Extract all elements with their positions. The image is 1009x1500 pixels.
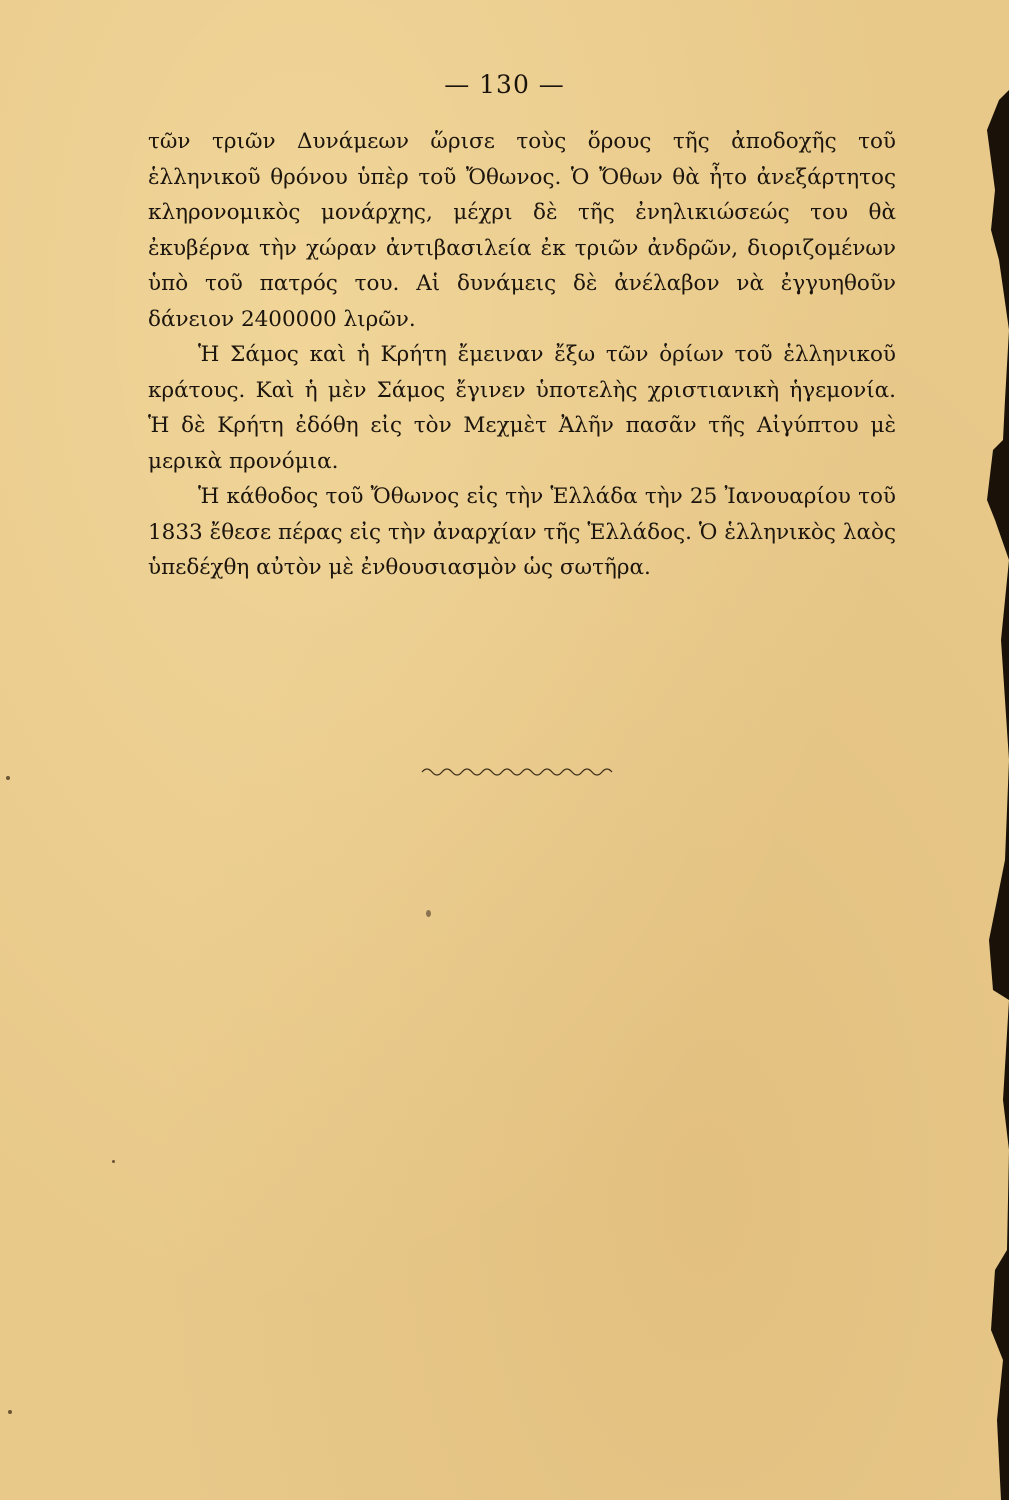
paper-speck (426, 910, 431, 917)
wavy-divider-ornament (420, 764, 620, 780)
page-number: — 130 — (444, 70, 565, 99)
paragraph-1: τῶν τριῶν Δυνάμεων ὥρισε τοὺς ὅρους τῆς ἀποδοχῆς τοῦ ἑλληνικοῦ θρόνου ὑπὲρ τοῦ Ὄθωνος. Ὁ Ὄθων θὰ ἦτο ἀνεξάρτητος κληρονομικὸς μονάρχης, μέχρι δὲ τῆς ἐνηλικιώσεώς του θὰ ἐκυβέρνα τὴν χώραν ἀντιβασιλεία ἐκ τριῶν ἀνδρῶν, διοριζομένων ὑπὸ τοῦ πατρός του. Αἱ δυνάμεις δὲ ἀνέλαβον νὰ ἐγγυηθοῦν δάνειον 2400000 λιρῶν. (148, 129, 896, 332)
paragraph-3: Ἡ κάθοδος τοῦ Ὄθωνος εἰς τὴν Ἑλλάδα τὴν 25 Ἰανουαρίου τοῦ 1833 ἔθεσε πέρας εἰς τὴν ἀναρχίαν τῆς Ἑλλάδος. Ὁ ἑλληνικὸς λαὸς ὑπεδέχθη αὐτὸν μὲ ἐνθουσιασμὸν ὡς σωτῆρα. (148, 484, 896, 580)
paragraph-2: Ἡ Σάμος καὶ ἡ Κρήτη ἔμειναν ἔξω τῶν ὁρίων τοῦ ἑλληνικοῦ κράτους. Καὶ ἡ μὲν Σάμος ἔγινεν ὑποτελὴς χριστιανικὴ ἡγεμονία. Ἡ δὲ Κρήτη ἐδόθη εἰς τὸν Μεχμὲτ Ἀλῆν πασᾶν τῆς Αἰγύπτου μὲ μερικὰ προνόμια. (148, 342, 896, 474)
paper-speck (112, 1160, 115, 1163)
paper-speck (6, 776, 10, 780)
body-text (148, 124, 896, 586)
torn-page-edge (983, 0, 1009, 1500)
paper-speck (8, 1410, 12, 1414)
